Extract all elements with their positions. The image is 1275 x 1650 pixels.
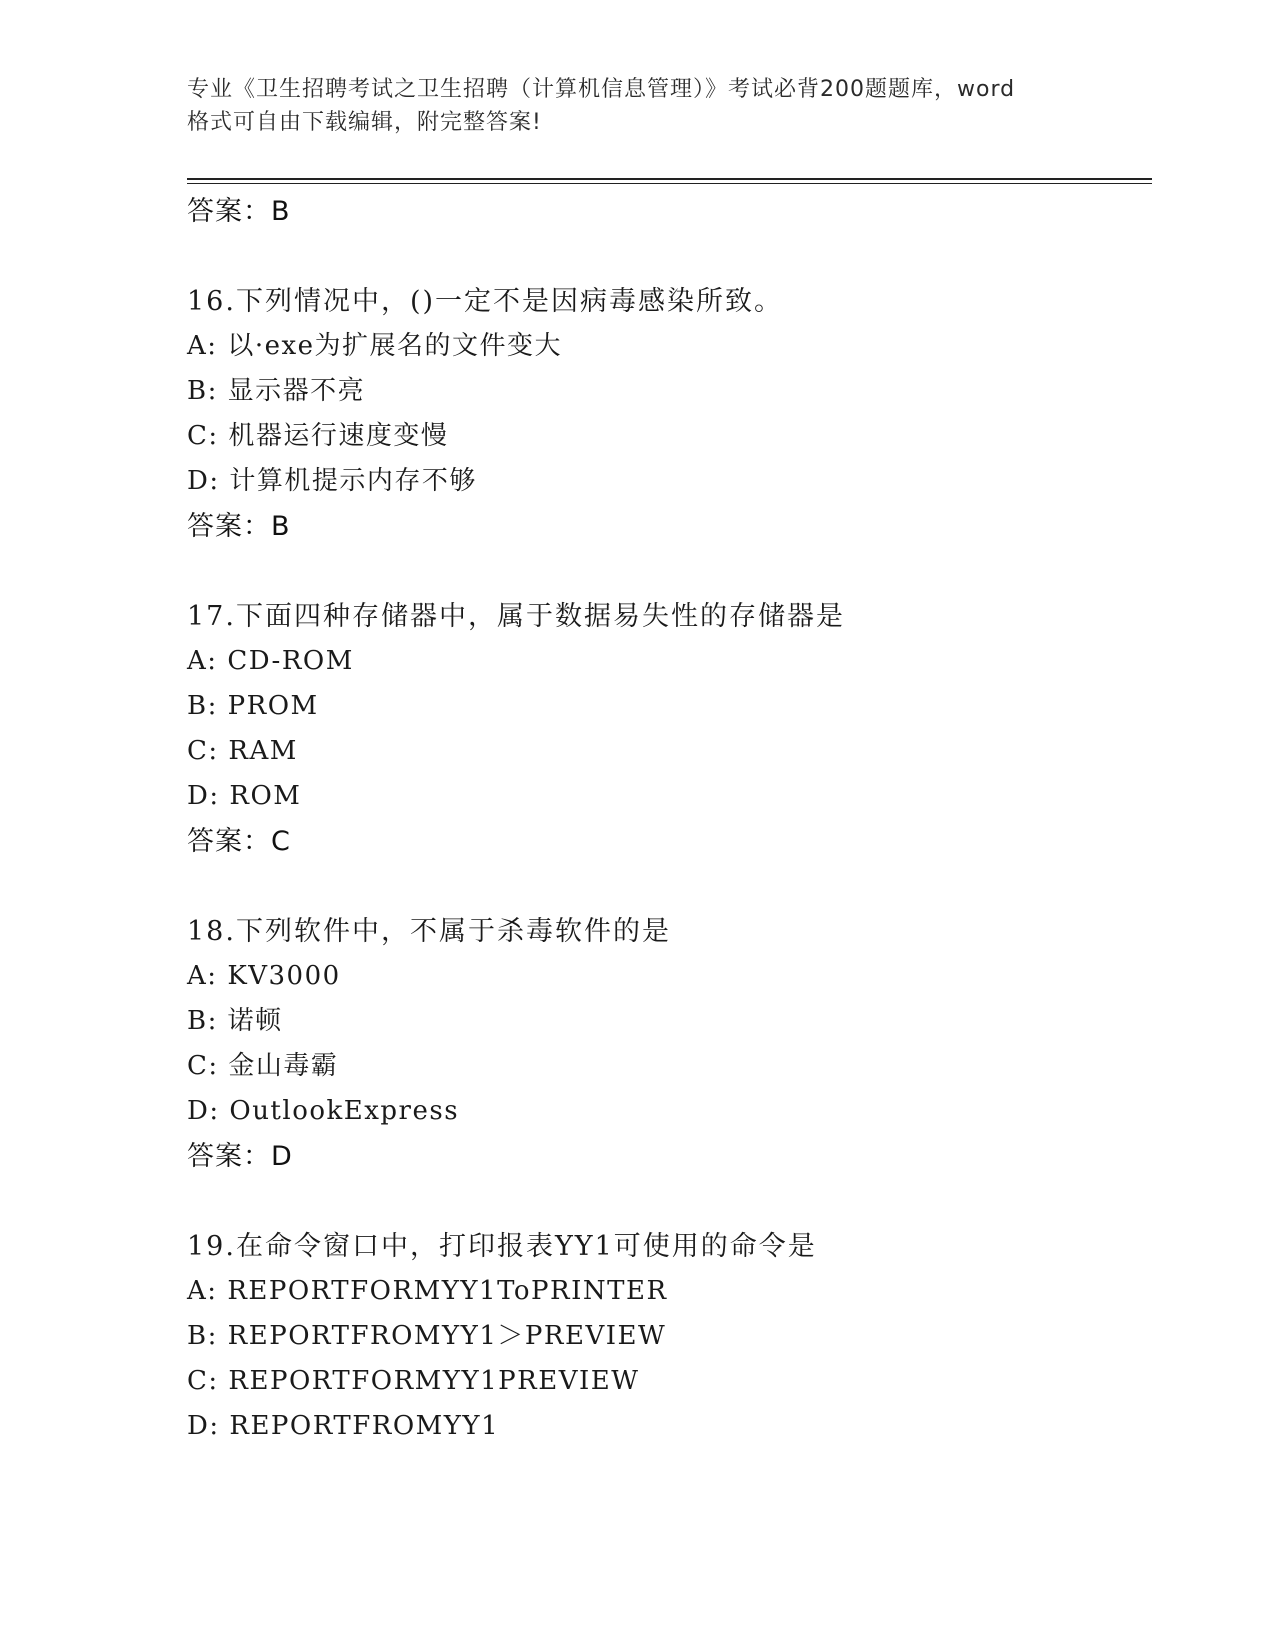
question-text: 19.在命令窗口中，打印报表YY1可使用的命令是 <box>187 1231 817 1262</box>
option-key: D: <box>187 781 220 811</box>
option-a <box>187 324 1147 369</box>
option-text: CD-ROM <box>227 646 354 676</box>
question-block-17 <box>187 594 1147 864</box>
option-b <box>187 369 1147 414</box>
question-text: 16.下列情况中，()一定不是因病毒感染所致。 <box>187 286 784 317</box>
option-text: OutlookExpress <box>229 1096 460 1126</box>
option-key: A: <box>187 331 218 361</box>
previous-answer: 答案：B <box>187 196 291 227</box>
option-key: B: <box>187 691 218 721</box>
option-text: REPORTFORMYY1PREVIEW <box>228 1366 640 1396</box>
option-a <box>187 1269 1147 1314</box>
question-text: 18.下列软件中，不属于杀毒软件的是 <box>187 916 671 947</box>
option-c <box>187 1044 1147 1089</box>
option-text: REPORTFROMYY1＞PREVIEW <box>227 1321 667 1351</box>
option-key: A: <box>187 961 218 991</box>
question-text: 17.下面四种存储器中，属于数据易失性的存储器是 <box>187 601 845 632</box>
option-text: 显示器不亮 <box>227 376 366 406</box>
option-key: A: <box>187 1276 218 1306</box>
option-d <box>187 774 1147 819</box>
spacer <box>187 549 1147 594</box>
option-a <box>187 954 1147 999</box>
option-text: 金山毒霸 <box>228 1051 339 1081</box>
option-a <box>187 639 1147 684</box>
answer-line: 答案：D <box>187 1141 293 1172</box>
question-block-19 <box>187 1224 1147 1449</box>
option-key: B: <box>187 1006 218 1036</box>
option-text: 以·exe为扩展名的文件变大 <box>227 331 563 361</box>
option-b <box>187 684 1147 729</box>
option-text: KV3000 <box>227 961 341 991</box>
option-text: 机器运行速度变慢 <box>228 421 449 451</box>
spacer <box>187 234 1147 279</box>
option-d <box>187 1404 1147 1449</box>
header-rule-thick <box>187 178 1152 180</box>
option-text: PROM <box>227 691 319 721</box>
spacer <box>187 1179 1147 1224</box>
spacer <box>187 864 1147 909</box>
option-key: A: <box>187 646 218 676</box>
option-text: REPORTFROMYY1 <box>229 1411 500 1441</box>
option-b <box>187 1314 1147 1359</box>
header-line-1: 专业《卫生招聘考试之卫生招聘（计算机信息管理）》考试必背200题题库，word <box>187 77 1016 102</box>
option-c <box>187 1359 1147 1404</box>
option-text: ROM <box>229 781 302 811</box>
option-key: B: <box>187 1321 218 1351</box>
option-d <box>187 459 1147 504</box>
answer-line: 答案：C <box>187 826 291 857</box>
option-key: C: <box>187 736 219 766</box>
option-c <box>187 729 1147 774</box>
option-text: RAM <box>228 736 298 766</box>
option-text: REPORTFORMYY1ToPRINTER <box>227 1276 668 1306</box>
question-block-18 <box>187 909 1147 1179</box>
question-list <box>187 189 1147 1449</box>
option-key: D: <box>187 1096 220 1126</box>
header-rule-thin <box>187 183 1152 184</box>
option-text: 诺顿 <box>227 1006 283 1036</box>
option-c <box>187 414 1147 459</box>
header-line-2: 格式可自由下载编辑，附完整答案! <box>187 110 542 135</box>
option-key: B: <box>187 376 218 406</box>
option-key: D: <box>187 466 220 496</box>
option-key: C: <box>187 1051 219 1081</box>
option-d <box>187 1089 1147 1134</box>
question-block-16 <box>187 279 1147 549</box>
option-key: D: <box>187 1411 220 1441</box>
option-text: 计算机提示内存不够 <box>229 466 477 496</box>
document-header <box>187 73 1087 139</box>
option-key: C: <box>187 1366 219 1396</box>
option-key: C: <box>187 421 219 451</box>
answer-line: 答案：B <box>187 511 291 542</box>
option-b <box>187 999 1147 1044</box>
